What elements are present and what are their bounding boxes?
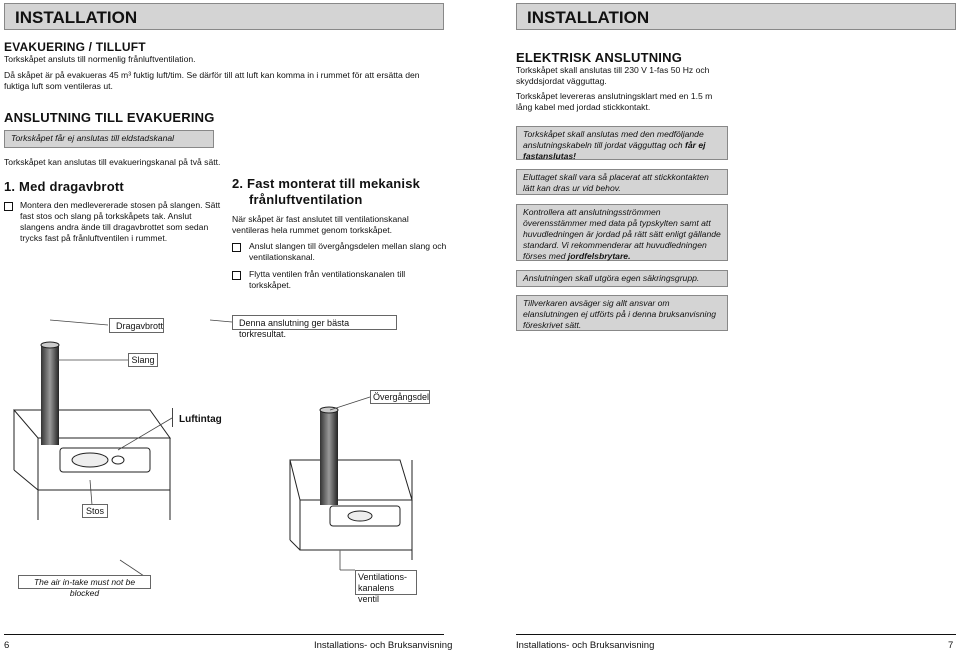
el-box-1 (516, 126, 728, 160)
callout-dragavbrott: Dragavbrott (109, 318, 164, 333)
el-box-3-bold: jordfelsbrytare. (567, 251, 631, 261)
right-footer-text: Installations- och Bruksanvisning (516, 640, 655, 651)
el-box-1-text: Torkskåpet skall anslutas med den medföljande anslutningskabeln till jordat vägguttag och (523, 129, 704, 150)
section-2-item-2 (232, 269, 447, 291)
section-1-title: 1. Med dragavbrott (4, 179, 124, 194)
section-1-item (4, 200, 224, 244)
left-footer-text: Installations- och Bruksanvisning (314, 640, 453, 651)
right-page-number: 7 (948, 640, 954, 651)
evak-p2: Då skåpet är på evakueras 45 m³ fuktig luft/tim. Se därför till att luft kan komma in i rummet för att ersätta den fuktiga luft som ventileras ut. (4, 70, 420, 91)
section-2-item-2-text: Flytta ventilen från ventilationskanalen till torkskåpet. (249, 269, 406, 290)
duct-right (320, 410, 338, 505)
anslut-warning-box: Torkskåpet får ej anslutas till eldstadskanal (4, 130, 214, 148)
right-footer-rule (516, 634, 956, 635)
el-box-3 (516, 204, 728, 261)
left-page-number: 6 (4, 640, 10, 651)
el-title: ELEKTRISK ANSLUTNING (516, 50, 683, 65)
section-2-p: När skåpet är fast anslutet till ventilationskanal ventileras hela rummet genom torkskåpet. (232, 214, 409, 235)
section-2-title-2: frånluftventilation (249, 192, 363, 207)
callout-ventilation-valve-line2: kanalens ventil (358, 583, 395, 604)
el-box-2: Eluttaget skall vara så placerat att stickkontakten lätt kan dras ur vid behov. (516, 169, 728, 195)
section-1-item-text: Montera den medlevererade stosen på slangen. Sätt fast stos och slang på torkskåpets tak. Anslut slangens andra ände till dragavbrottet som sedan trycks fast på frånluftventilen i rummet. (20, 200, 221, 243)
cabinet-right (290, 460, 412, 570)
evak-p1: Torkskåpet ansluts till normenlig frånluftventilation. (4, 54, 196, 64)
anslut-p: Torkskåpet kan anslutas till evakueringskanal på två sätt. (4, 157, 221, 167)
checkbox-icon (4, 202, 13, 211)
section-2-title-1: 2. Fast monterat till mekanisk (232, 176, 421, 191)
callout-luftintag: Luftintag (172, 408, 216, 427)
left-header: INSTALLATION (4, 3, 444, 30)
checkbox-icon (232, 271, 241, 280)
section-2-item-1-text: Anslut slangen till övergångsdelen mellan slang och ventilationskanal. (249, 241, 447, 262)
section-2-item-1 (232, 241, 447, 263)
callout-ventilation-valve (355, 570, 417, 604)
el-box-3-text: Kontrollera att anslutningsströmmen överensstämmer med data på typskylten samt att huvudledningen är jordad på rätt sätt enligt gällande standard. Vi rekommenderar att huvudledningen förses med (523, 207, 721, 261)
checkbox-icon (232, 243, 241, 252)
el-p2: Torkskåpet levereras anslutningsklart med en 1.5 m lång kabel med jordad stickkontakt. (516, 91, 713, 112)
evak-title: EVAKUERING / TILLUFT (4, 40, 146, 54)
callout-overgangsdel: Övergångsdel (370, 390, 430, 404)
left-footer-rule (4, 634, 444, 635)
el-p1: Torkskåpet skall anslutas till 230 V 1-fas 50 Hz och skyddsjordat vägguttag. (516, 65, 710, 86)
anslut-title: ANSLUTNING TILL EVAKUERING (4, 110, 215, 125)
right-header: INSTALLATION (516, 3, 956, 30)
el-box-4: Anslutningen skall utgöra egen säkringsgrupp. (516, 270, 728, 287)
callout-slang: Slang (128, 353, 158, 367)
callout-air-intake: The air in-take must not be blocked (18, 575, 151, 589)
callout-best-result: Denna anslutning ger bästa torkresultat. (232, 315, 397, 330)
callout-ventilation-valve-line1: Ventilations- (358, 572, 408, 582)
el-box-1-bold: får ej fastanslutas! (523, 140, 706, 161)
el-box-5: Tillverkaren avsäger sig allt ansvar om elanslutningen ej utförts på i denna bruksanvisning föreskrivet sätt. (516, 295, 728, 331)
callout-stos: Stos (82, 504, 108, 518)
